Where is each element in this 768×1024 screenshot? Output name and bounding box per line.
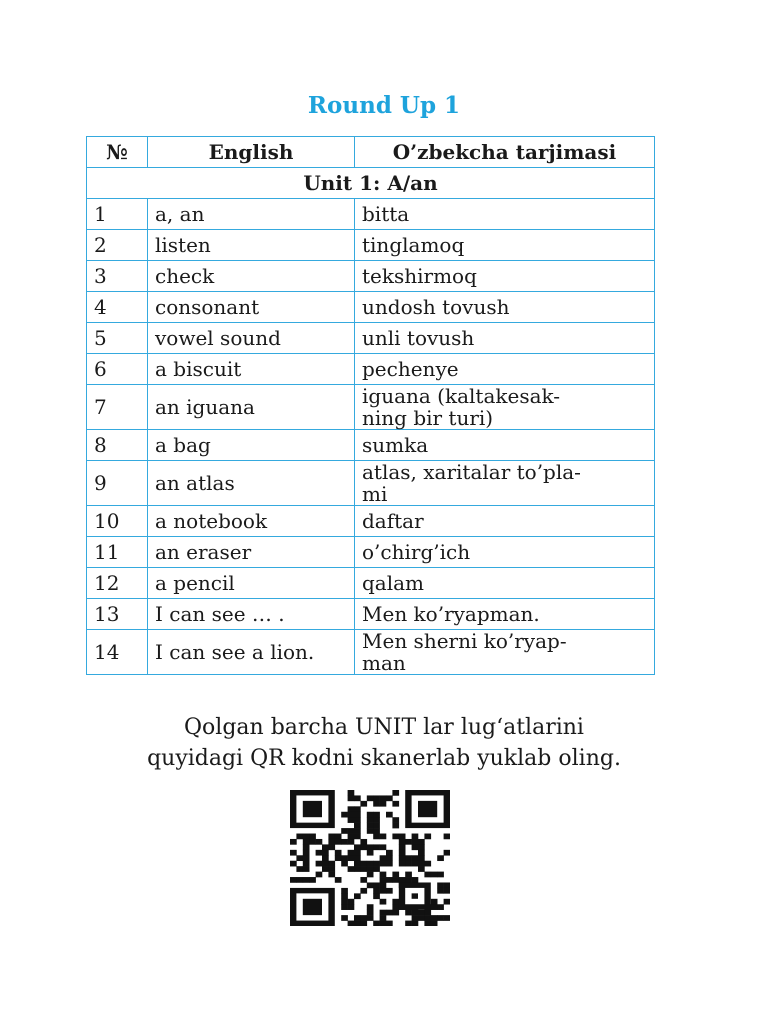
row-number: 13 — [87, 599, 148, 630]
english-word: vowel sound — [148, 323, 355, 354]
header-number: № — [87, 137, 148, 168]
row-number: 9 — [87, 461, 148, 506]
english-word: I can see a lion. — [148, 630, 355, 675]
uzbek-translation — [355, 599, 655, 630]
table-row — [87, 461, 655, 506]
table-row — [87, 230, 655, 261]
english-word: a biscuit — [148, 354, 355, 385]
table-row — [87, 599, 655, 630]
uzbek-line: sumka — [362, 433, 429, 457]
uzbek-translation — [355, 292, 655, 323]
english-word: a notebook — [148, 506, 355, 537]
english-word: a bag — [148, 430, 355, 461]
row-number: 6 — [87, 354, 148, 385]
row-number: 8 — [87, 430, 148, 461]
uzbek-line: tinglamoq — [362, 233, 465, 257]
uzbek-line: tekshirmoq — [362, 264, 477, 288]
english-word: listen — [148, 230, 355, 261]
row-number: 4 — [87, 292, 148, 323]
row-number: 10 — [87, 506, 148, 537]
unit-heading: Unit 1: A/an — [87, 168, 655, 199]
row-number: 7 — [87, 385, 148, 430]
uzbek-translation — [355, 630, 655, 675]
row-number: 14 — [87, 630, 148, 675]
row-number: 2 — [87, 230, 148, 261]
header-english: English — [148, 137, 355, 168]
note-line-1: Qolgan barcha UNIT lar lug‘atlarini — [184, 715, 584, 740]
english-word: an eraser — [148, 537, 355, 568]
table-row — [87, 537, 655, 568]
row-number: 11 — [87, 537, 148, 568]
uzbek-line-continued: ning bir turi) — [362, 406, 494, 430]
uzbek-line: bitta — [362, 202, 410, 226]
table-row — [87, 354, 655, 385]
uzbek-translation — [355, 537, 655, 568]
table-row — [87, 630, 655, 675]
table-header-row — [87, 137, 655, 168]
uzbek-line: qalam — [362, 571, 425, 595]
uzbek-line: atlas, xaritalar to’pla- — [362, 460, 581, 484]
english-word: check — [148, 261, 355, 292]
english-word: an atlas — [148, 461, 355, 506]
unit-heading-row — [87, 168, 655, 199]
uzbek-translation — [355, 430, 655, 461]
table-row — [87, 199, 655, 230]
vocabulary-table — [86, 136, 655, 675]
uzbek-line-continued: mi — [362, 482, 388, 506]
english-word: an iguana — [148, 385, 355, 430]
uzbek-translation — [355, 261, 655, 292]
uzbek-line: unli tovush — [362, 326, 475, 350]
uzbek-line: iguana (kaltakesak- — [362, 384, 561, 408]
row-number: 3 — [87, 261, 148, 292]
table-row — [87, 506, 655, 537]
uzbek-line: pechenye — [362, 357, 459, 381]
uzbek-line: undosh tovush — [362, 295, 510, 319]
uzbek-translation — [355, 323, 655, 354]
table-row — [87, 430, 655, 461]
table-row — [87, 292, 655, 323]
english-word: consonant — [148, 292, 355, 323]
page-title: Round Up 1 — [307, 92, 461, 119]
table-row — [87, 385, 655, 430]
uzbek-translation — [355, 199, 655, 230]
uzbek-translation — [355, 354, 655, 385]
uzbek-translation — [355, 230, 655, 261]
uzbek-translation — [355, 506, 655, 537]
uzbek-line: o’chirg’ich — [362, 540, 471, 564]
table-row — [87, 261, 655, 292]
uzbek-line: Men sherni ko’ryap- — [362, 629, 567, 653]
row-number: 12 — [87, 568, 148, 599]
note-line-2: quyidagi QR kodni skanerlab yuklab oling. — [147, 746, 621, 771]
uzbek-translation — [355, 461, 655, 506]
uzbek-translation — [355, 568, 655, 599]
uzbek-line-continued: man — [362, 651, 406, 675]
download-note — [0, 712, 768, 774]
row-number: 1 — [87, 199, 148, 230]
uzbek-line: daftar — [362, 509, 424, 533]
row-number: 5 — [87, 323, 148, 354]
uzbek-translation — [355, 385, 655, 430]
table-row — [87, 323, 655, 354]
english-word: I can see … . — [148, 599, 355, 630]
header-uzbek: O’zbekcha tarjimasi — [355, 137, 655, 168]
table-row — [87, 568, 655, 599]
english-word: a, an — [148, 199, 355, 230]
uzbek-line: Men ko’ryapman. — [362, 602, 540, 626]
qr-code-icon[interactable] — [290, 790, 450, 926]
english-word: a pencil — [148, 568, 355, 599]
